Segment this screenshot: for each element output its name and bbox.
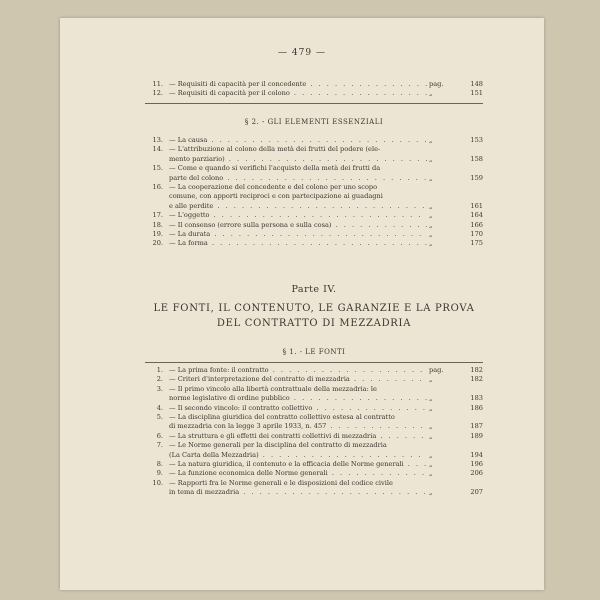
entry-page: 182 [470,375,483,384]
toc-section-2-entries [145,136,483,249]
entry-number: 19. [152,229,163,238]
toc-entry [145,422,483,431]
toc-entry [145,479,483,488]
entry-title: — Il primo vincolo alla libertà contrattuale della mezzadria: le [169,384,377,393]
entry-title: — L'oggetto . . . [169,211,427,220]
entry-page: 196 [470,459,483,468]
entry-page: 166 [470,220,483,229]
toc-entry [145,145,483,154]
parte-title-line-1: LE FONTI, IL CONTENUTO, LE GARANZIE E LA PROVA [153,303,475,314]
entry-number: 3. [156,384,163,393]
entry-title: mento parziario) . . . [169,155,427,164]
entry-title: — Il secondo vincolo: il contratto collettivo . . . [169,404,427,413]
toc-entry [145,155,483,164]
toc-entry [145,375,483,384]
section-1-title: § 1. - LE FONTI [282,348,346,356]
entry-ref: „ [429,89,433,98]
entry-page: 159 [470,173,483,182]
toc-entry [145,469,483,478]
entry-title: — Criteri d'interpretazione del contratto di mezzadria . . . [169,375,427,384]
entry-page: 148 [470,80,483,88]
entry-title: parte del colono . . . [169,174,427,183]
entry-page: 161 [470,201,483,210]
toc-entry [145,460,483,469]
entry-number: 18. [152,220,163,229]
toc-entry [145,413,483,422]
entry-ref: pag. [429,366,444,374]
entry-ref: „ [429,394,433,403]
toc-entry [145,164,483,173]
entry-page: 164 [470,211,483,220]
entry-title: di mezzadria con la legge 3 aprile 1933, n. 457 . . . [169,422,427,431]
entry-number: 16. [152,182,163,191]
entry-title: — Rapporti fra le Norme generali e le disposizioni del codice civile [169,478,393,487]
toc-entry [145,404,483,413]
entry-number: 1. [156,366,163,374]
entry-title: — La cooperazione del concedente e del colono per uno scopo [169,182,378,191]
toc-section-1-entries [145,366,483,497]
entry-ref: „ [429,431,433,440]
parte-label: Parte IV. [291,284,337,295]
entry-title: — Come e quando si verifichi l'acquisto della metà dei frutti da [169,164,381,173]
entry-ref: „ [429,154,433,163]
entry-ref: „ [429,173,433,182]
entry-ref: „ [429,239,433,248]
toc-entry [145,239,483,248]
entry-title: — La funzione economica delle Norme generali . . . [169,469,427,478]
entry-page: 189 [470,431,483,440]
entry-number: 12. [152,89,163,98]
entry-number: 20. [152,239,163,248]
entry-number: 17. [152,211,163,220]
entry-ref: „ [429,375,433,384]
entry-number: 7. [156,441,163,450]
entry-ref: „ [429,459,433,468]
toc-entry [145,366,483,375]
entry-number: 4. [156,403,163,412]
entry-page: 151 [470,89,483,98]
entry-title: — Requisiti di capacità per il colono . . . [169,89,427,98]
entry-ref: „ [429,450,433,459]
entry-ref: „ [429,201,433,210]
entry-title: — Requisiti di capacità per il concedente . . . [169,80,427,89]
entry-number: 5. [156,412,163,421]
entry-page: 170 [470,229,483,238]
entry-title: — La forma . . . [169,239,427,248]
entry-page: 194 [470,450,483,459]
entry-number: 2. [156,375,163,384]
entry-page: 187 [470,422,483,431]
toc-entry [145,451,483,460]
entry-number: 14. [152,145,163,154]
toc-entry [145,394,483,403]
entry-title: — La prima fonte: il contratto . . . [169,366,427,375]
parte-title-line-2: DEL CONTRATTO DI MEZZADRIA [216,318,412,329]
entry-ref: „ [429,488,433,497]
toc-entry [145,211,483,220]
entry-page: 183 [470,394,483,403]
page-number: — 479 — [278,48,326,58]
divider [145,103,483,104]
toc-entry [145,230,483,239]
entry-page: 175 [470,239,483,248]
entry-page: 206 [470,469,483,478]
entry-title: (La Carta della Mezzadria) . . . [169,451,427,460]
toc-entry [145,441,483,450]
toc-top-entries [145,80,483,99]
entry-number: 13. [152,136,163,144]
entry-ref: „ [429,220,433,229]
toc-entry [145,136,483,145]
toc-entry [145,385,483,394]
entry-title: — La struttura e gli effetti dei contratti collettivi di mezzadria . . . [169,432,427,441]
entry-number: 15. [152,164,163,173]
entry-title: — Il consenso (errore sulla persona e sulla cosa) . . . [169,221,427,230]
entry-number: 11. [152,80,163,88]
document-page [60,18,544,590]
toc-entry [145,221,483,230]
entry-title: — La disciplina giuridica del contratto collettivo estesa al contratto [169,412,395,421]
divider [145,362,483,363]
entry-number: 10. [152,478,163,487]
entry-title: — La durata . . . [169,230,427,239]
entry-title: — La natura giuridica, il contenuto e la efficacia delle Norme generali . . . [169,460,427,469]
entry-title: norme legislative di ordine pubblico . . . [169,394,427,403]
entry-ref: pag. [429,80,444,88]
toc-entry [145,183,483,192]
entry-title: — La causa . . . [169,136,427,145]
entry-ref: „ [429,229,433,238]
entry-ref: „ [429,211,433,220]
toc-entry [145,488,483,497]
entry-ref: „ [429,403,433,412]
entry-ref: „ [429,136,433,144]
entry-page: 182 [470,366,483,374]
entry-title: — Le Norme generali per la disciplina del contratto di mezzadria [169,441,387,450]
entry-number: 6. [156,431,163,440]
toc-entry [145,174,483,183]
entry-ref: „ [429,422,433,431]
section-2-title: § 2. - GLI ELEMENTI ESSENZIALI [244,118,384,126]
entry-page: 158 [470,154,483,163]
entry-title: — L'attribuzione al colono della metà dei frutti del podere (ele- [169,145,381,154]
entry-page: 207 [470,488,483,497]
entry-page: 186 [470,403,483,412]
toc-entry [145,202,483,211]
entry-number: 9. [156,469,163,478]
toc-entry [145,432,483,441]
toc-entry [145,80,483,89]
entry-title: in tema di mezzadria . . . [169,488,427,497]
entry-page: 153 [470,136,483,144]
toc-entry [145,192,483,201]
toc-entry [145,89,483,98]
entry-number: 8. [156,459,163,468]
entry-title: comune, con apporti reciproci e con partecipazione ai guadagni [169,192,383,201]
entry-ref: „ [429,469,433,478]
entry-title: e alle perdite . . . [169,202,427,211]
